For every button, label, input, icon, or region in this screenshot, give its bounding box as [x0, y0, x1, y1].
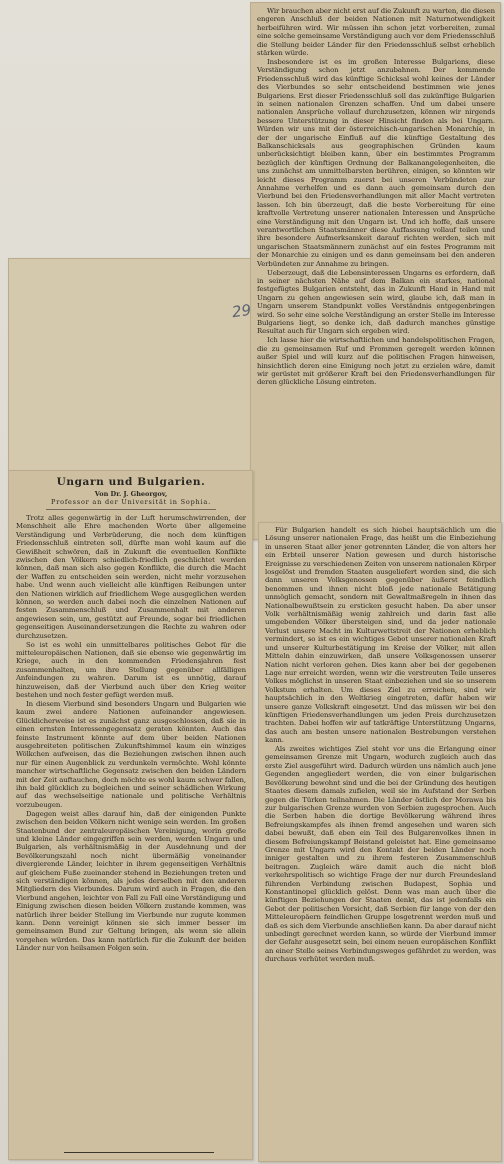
clipping-right-upper [250, 2, 501, 540]
clipping-right-lower [258, 522, 502, 1162]
paragraph: Als zweites wichtiges Ziel steht vor uns die Erlangung einer gemeinsamen Grenze mit Ungarn, wodurch zugleich auch das erste Ziel ausgeführt wird. Dadurch würden uns nämlich auch jene Gegenden angegliedert werden, die von einer bulgarischen Bevölkerung bewohnt sind und die bei der Gründung des heutigen Staates diesem damals zufielen, weil sie im Aufstand der Serben gegen die Türken teilnahmen. Die Länder östlich der Morawa bis zur bulgarischen Grenze wurden von Serbien zugesprochen. Auch die Serben haben die dortige Bevölkerung während ihres Befreiungskampfes als ihnen fremd angesehen und waren sich dabei bewußt, daß eben ein Teil des Bulgarenvolkes ihnen in diesem Befreiungskampf Beistand geleistet hat. Eine gemeinsame Grenze mit Ungarn wird den Kontakt der beiden Länder noch inniger gestalten und zu ihrem festeren Zusammenschluß beitragen. Zugleich wäre damit auch die nicht bloß verkehrspolitisch so wichtige Frage der nur durch Freundesland führenden Verbindung zwischen Budapest, Sophia und Konstantinopel glücklich gelöst. Denn was man auch über die künftigen Beziehungen der Staaten denkt, das ist jedenfalls ein Gebot der politischen Vorsicht, daß Serbien für lange von der den Mitteleuropäern feindlichen Gruppe losgetrennt werden muß und daß es sich dem Vierbunde anschließen kann. Da aber darauf nicht unbedingt gerechnet werden kann, so würde der Vierbund immer der Gefahr ausgesetzt sein, bei einem neuen europäischen Konflikt an einer Stelle seines Verbindungsweges gefährdet zu werden, was durchaus verhütet werden muß. [265, 745, 496, 964]
article-headline: Ungarn und Bulgarien. [56, 476, 206, 488]
clipping-paper-edge [8, 258, 253, 472]
paragraph: Wir brauchen aber nicht erst auf die Zukunft zu warten, die diesen engeren Anschluß der beiden Nationen mit Naturnotwendigkeit herbeiführen wird. Wir müssen ihn schon jetzt vorbereiten, zumal eine solche gemeinsame Verständigung auch vor dem Friedensschluß die Stellung beider Länder für den Friedensschluß selbst erheblich stärken würde. [257, 7, 495, 58]
paragraph: Dagegen weist alles darauf hin, daß der einigenden Punkte zwischen den beiden Völkern nicht wenige sein werden. Im großen Staatenbund der zentraleuropäischen Vereinigung, worin große und kleine Länder eingegriffen sein werden, werden Ungarn und Bulgarien, als verhältnismäßig in der Ausdehnung und der Bevölkerungszahl noch nicht übermäßig voneinander divergierende Länder, leichter in ihrem gegenseitigen Verhältnis auf gleichem Fuße zueinander stehend in Beziehungen treten und sich verständigen können, als jedes derselben mit den anderen Mitgliedern des Vierbundes. Darum wird auch in Fragen, die den Vierbund angehen, leichter von Fall zu Fall eine Verständigung und Einigung zwischen diesen beiden Völkern zustande kommen, was natürlich ihrer beider Stellung im Vierbunde nur zugute kommen kann. Denn vereinigt können sie sich immer besser im gemeinsamen Bund zur Geltung bringen, als wenn sie allein vorgehen würden. Das kann natürlich für die Zukunft der beiden Länder nur von heilsamen Folgen sein. [16, 809, 246, 953]
clipping-left-article [8, 470, 253, 1160]
pencil-page-number: 29 [230, 300, 253, 322]
article-end-underline [64, 1152, 214, 1153]
paragraph: Ueberzeugt, daß die Lebensinteressen Ungarns es erfordern, daß in seiner nächsten Nähe auf dem Balkan ein starkes, national festgefügtes Bulgarien entsteht, das in Zukunft Hand in Hand mit Ungarn zu gehen angewiesen sein wird, glaube ich, daß man in Ungarn unserem Standpunkt volles Verständnis entgegenbringen wird. So sehr eine solche Verständigung an erster Stelle im Interesse Bulgariens liegt, so denke ich, daß dadurch manches günstige Resultat auch für Ungarn sich ergeben wird. [257, 268, 495, 336]
left-article-column [16, 514, 246, 953]
article-byline: Von Dr. J. Gheorgov, [94, 490, 168, 498]
paragraph: Ich lasse hier die wirtschaftlichen und handelspolitischen Fragen, die zu gemeinsamen Ruf und Frommen geregelt werden können außer Spiel und will kurz auf die politischen Fragen hinweisen, hinsichtlich deren eine Einigung noch jetzt zu erzielen wäre, damit wir gerüstet mit größerer Kraft bei den Friedensverhandlungen für deren glückliche Lösung eintreten. [257, 336, 495, 387]
paragraph: Insbesondere ist es im großen Interesse Bulgariens, diese Verständigung schon jetzt anzubahnen. Der kommende Friedensschluß wird das künftige Schicksal wohl keines der Länder des Vierbundes so sehr entscheidend bestimmen wie jenes Bulgariens. Erst dieser Friedensschluß soll das zukünftige Bulgarien in seinen nationalen Grenzen schaffen. Und um dabei unsere nationalen Ansprüche vollauf durchzusetzen, können wir nirgends bessere Unterstützung in dieser Hinsicht finden als bei Ungarn. Würden wir uns mit der österreichisch-ungarischen Monarchie, in der der ungarische Einfluß auf die künftige Gestaltung des Balkanschicksals aus geographischen Gründen kaum unberücksichtigt bleiben kann, über ein bestimmtes Programm bezüglich der künftigen Ordnung der Balkanangelegenheiten, die uns zunächst am unmittelbarsten berühren, einigen, so könnten wir leicht dieses Programm zuerst bei unseren Verbündeten zur Annahme verhelfen und es dann auch gemeinsam durch den Vierbund bei den Friedensverhandlungen mit aller Macht vertreten lassen. Ich bin überzeugt, daß die beste Vorbereitung für eine kraftvolle Vertretung unserer nationalen Interessen und Ansprüche eine Verständigung mit den Ungarn ist. Und ich hoffe, daß unsere verantwortlichen Staatsmänner diese Auffassung vollauf teilen und ihre besondere Aufmerksamkeit darauf richten werden, sich mit ungarischen Staatsmännern zunächst auf ein festes Programm mit der Monarchie zu einigen und es dann gemeinsam bei den anderen Verbündeten zur Annahme zu bringen. [257, 57, 495, 268]
article-affiliation: Professor an der Universität in Sophia. [51, 498, 211, 506]
paragraph: Für Bulgarien handelt es sich hiebei hauptsächlich um die Lösung unserer nationalen Frage, das heißt um die Einbeziehung in unseren Staat aller jener getrennten Länder, die von alters her ein Erbteil unserer Nation gewesen und durch historische Ereignisse zu verschiedenen Zeiten von unserem nationalen Körper losgelöst und fremden Staaten ausgeliefert worden sind, die sich dann unseren Volksgenossen gegenüber äußerst feindlich benommen und ihnen nicht bloß jede nationale Betätigung unmöglich gemacht, sondern mit Gewaltmaßregeln in ihnen das Nationalbewußtsein zu ersticken gesucht haben. Da aber unser Volk verhältnismäßig wenig zahlreich und darin fast alle umgebenden Völker übersteigen sind, und da jeder nationale Verlust unsere Macht im Kulturwettstreit der Nationen erheblich vermindert, so ist es ein wichtiges Gebot unserer nationalen Kraft und unserer Kulturbestätigung im Kreise der Völker, mit allen Mitteln dahin einzuwirken, daß unsere Volksgenossen unserer Nation nicht verloren gehen. Dies kann aber bei der gegebenen Lage nur erreicht werden, wenn wir die verstreuten Teile unseres Volkes möglichst in unseren Staat einbeziehen und sie so unserem Volkstum erhalten. Um dieses Ziel zu erreichen, sind wir hauptsächlich in den Weltkrieg eingetreten, dafür haben wir unsere ganze Volkskraft eingesetzt. Und das müssen wir bei den künftigen Friedensverhandlungen um jeden Preis durchzusetzen trachten. Dabei hoffen wir auf tatkräftige Unterstützung Ungarns, das auch am besten unsere nationalen Bestrebungen verstehen kann. [265, 526, 496, 745]
headline-divider [46, 509, 216, 510]
right-lower-column [265, 526, 496, 964]
right-upper-column [257, 7, 495, 387]
paragraph: So ist es wohl ein unmittelbares politisches Gebot für die mitteleuropäischen Nationen, daß sie ebenso wie gegenwärtig im Kriege, auch in den kommenden Friedensjahren fest zusammenhalten, um ihre Stellung gegenüber allfälligen Anfeindungen zu wahren. Darum ist es unnötig, darauf hinzuweisen, daß der Vierbund auch über den Krieg weiter bestehen und noch fester gefügt werden muß. [16, 640, 246, 700]
paragraph: In diesem Vierbund sind besonders Ungarn und Bulgarien wie kaum zwei andere Nationen aufeinander angewiesen. Glücklicherweise ist es zunächst ganz ausgeschlossen, daß sie in einen ernsten Interessengegensatz geraten könnten. Auch das feinste Instrument könnte auf dem über beiden Nationen ausgebreiteten politischen Zukunftshimmel kaum ein winziges Wölkchen aufweisen, das die Beziehungen zwischen ihnen auch nur für einen Augenblick zu verdunkeln vermöchte. Wohl könnte mancher wirtschaftliche Gegensatz zwischen den beiden Ländern mit der Zeit auftauchen, doch möchte es wohl kaum schwer fallen, ihn bald glücklich zu begleichen und seiner schädlichen Wirkung auf das wechselseitige nationale und politische Verhältnis vorzubeugen. [16, 699, 246, 809]
paragraph: Trotz alles gegenwärtig in der Luft herumschwirrenden, der Menschheit alle Ehre machenden Worte über allgemeine Verständigung und Verbrüderung, die noch dem künftigen Friedensschluß eintreten soll, dürfte man wohl kaum auf die Gewißheit schwören, daß in Zukunft die eventuellen Konflikte zwischen den Völkern schiedlich-friedlich geschlichtet werden können, daß man sich also gegen Konflikte, die durch die Macht der Waffen zu entscheiden sein werden, nicht mehr vorzusehen habe. Und wenn auch vielleicht alle künftigen Reibungen unter den Nationen wirklich auf friedlichem Wege ausgeglichen werden können, so werden auch dabei noch die einzelnen Nationen auf festen Zusammenschluß und Zusammenhalt mit anderen angewiesen sein, um, gestützt auf Freunde, sogar bei friedlichen gegenseitigen Auseinandersetzungen die Rechte zu wahren oder durchzusetzen. [16, 514, 246, 640]
